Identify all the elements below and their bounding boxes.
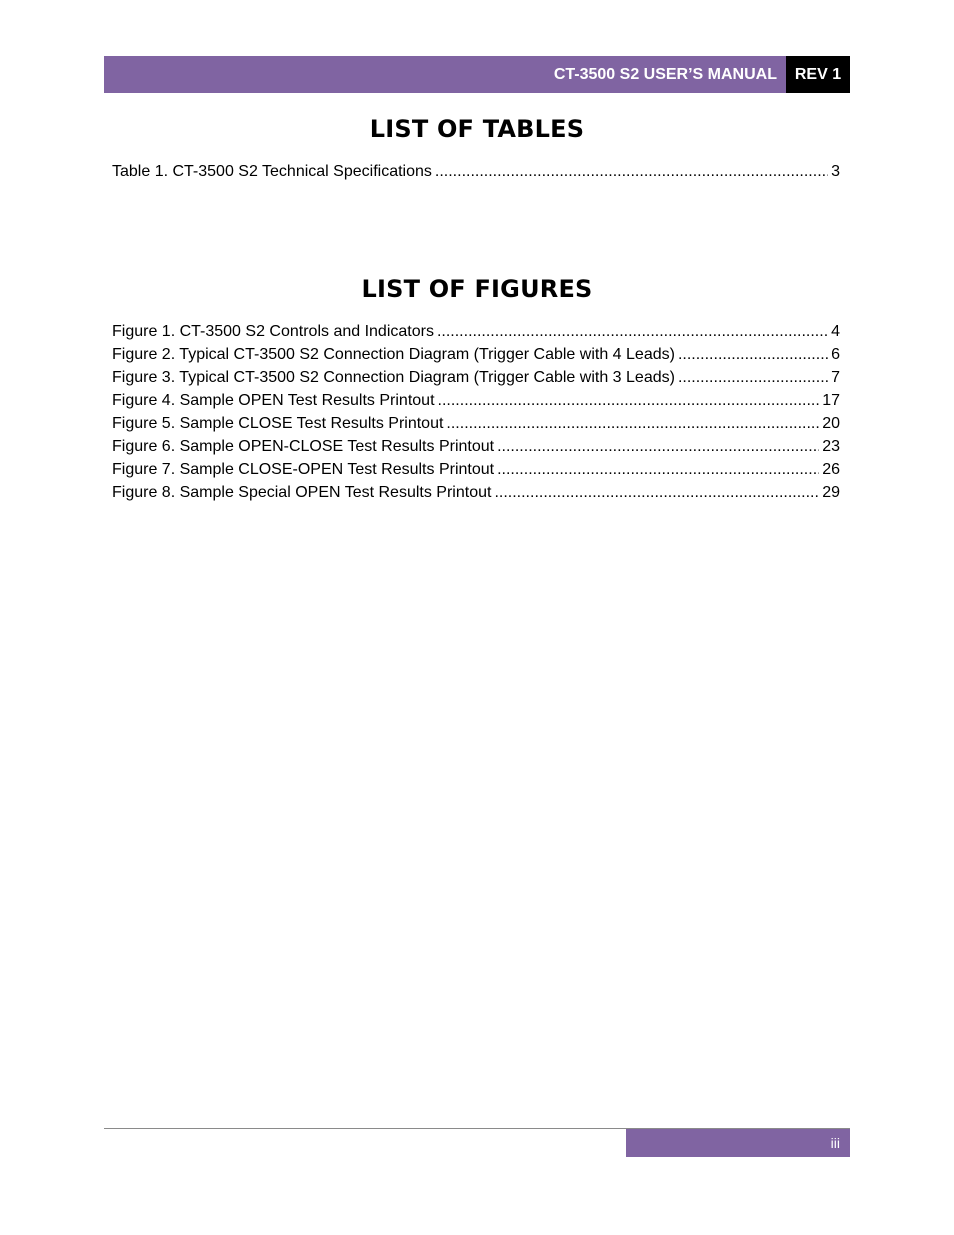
toc-leader-dots xyxy=(494,481,819,504)
toc-entry[interactable] xyxy=(112,481,840,504)
toc-entry-label: Table 1. CT-3500 S2 Technical Specifications xyxy=(112,163,432,180)
toc-entry-label: Figure 3. Typical CT-3500 S2 Connection Diagram (Trigger Cable with 3 Leads) xyxy=(112,369,675,386)
toc-leader-dots xyxy=(446,412,819,435)
toc-leader-dots xyxy=(438,389,820,412)
toc-leader-dots xyxy=(678,366,828,389)
toc-entry-label: Figure 6. Sample OPEN-CLOSE Test Results Printout xyxy=(112,438,495,455)
toc-entry-label: Figure 2. Typical CT-3500 S2 Connection Diagram (Trigger Cable with 4 Leads) xyxy=(112,346,675,363)
list-of-figures-heading: LIST OF FIGURES xyxy=(361,275,593,303)
toc-entry-page: 26 xyxy=(822,461,840,478)
toc-entry[interactable] xyxy=(112,160,840,183)
toc-entry-label: Figure 5. Sample CLOSE Test Results Printout xyxy=(112,415,444,432)
toc-entry[interactable] xyxy=(112,435,840,458)
toc-entry-label: Figure 7. Sample CLOSE-OPEN Test Results Printout xyxy=(112,461,495,478)
toc-entry[interactable] xyxy=(112,320,840,343)
toc-entry-page: 3 xyxy=(831,163,840,180)
toc-entry[interactable] xyxy=(112,412,840,435)
toc-entry-label: Figure 1. CT-3500 S2 Controls and Indicators xyxy=(112,323,434,340)
toc-entry[interactable] xyxy=(112,389,840,412)
toc-entry[interactable] xyxy=(112,366,840,389)
toc-leader-dots xyxy=(435,160,828,183)
toc-entry-page: 23 xyxy=(822,438,840,455)
list-of-tables xyxy=(112,160,840,183)
toc-entry-label: Figure 8. Sample Special OPEN Test Results Printout xyxy=(112,484,492,501)
toc-entry-page: 17 xyxy=(822,392,840,409)
toc-leader-dots xyxy=(497,435,819,458)
header-revision: REV 1 xyxy=(786,56,850,93)
toc-entry-page: 20 xyxy=(822,415,840,432)
header-title: CT-3500 S2 USER’S MANUAL xyxy=(104,56,786,93)
toc-leader-dots xyxy=(497,458,819,481)
toc-entry-page: 4 xyxy=(831,323,840,340)
toc-entry[interactable] xyxy=(112,343,840,366)
toc-entry-page: 29 xyxy=(822,484,840,501)
list-of-tables-heading: LIST OF TABLES xyxy=(369,115,585,143)
toc-leader-dots xyxy=(437,320,828,343)
footer-page-number: iii xyxy=(830,1135,840,1151)
toc-leader-dots xyxy=(678,343,828,366)
list-of-figures xyxy=(112,320,840,504)
toc-entry-page: 7 xyxy=(831,369,840,386)
footer-page-box xyxy=(626,1129,850,1157)
toc-entry[interactable] xyxy=(112,458,840,481)
toc-entry-page: 6 xyxy=(831,346,840,363)
page-header xyxy=(104,56,850,93)
toc-entry-label: Figure 4. Sample OPEN Test Results Printout xyxy=(112,392,435,409)
